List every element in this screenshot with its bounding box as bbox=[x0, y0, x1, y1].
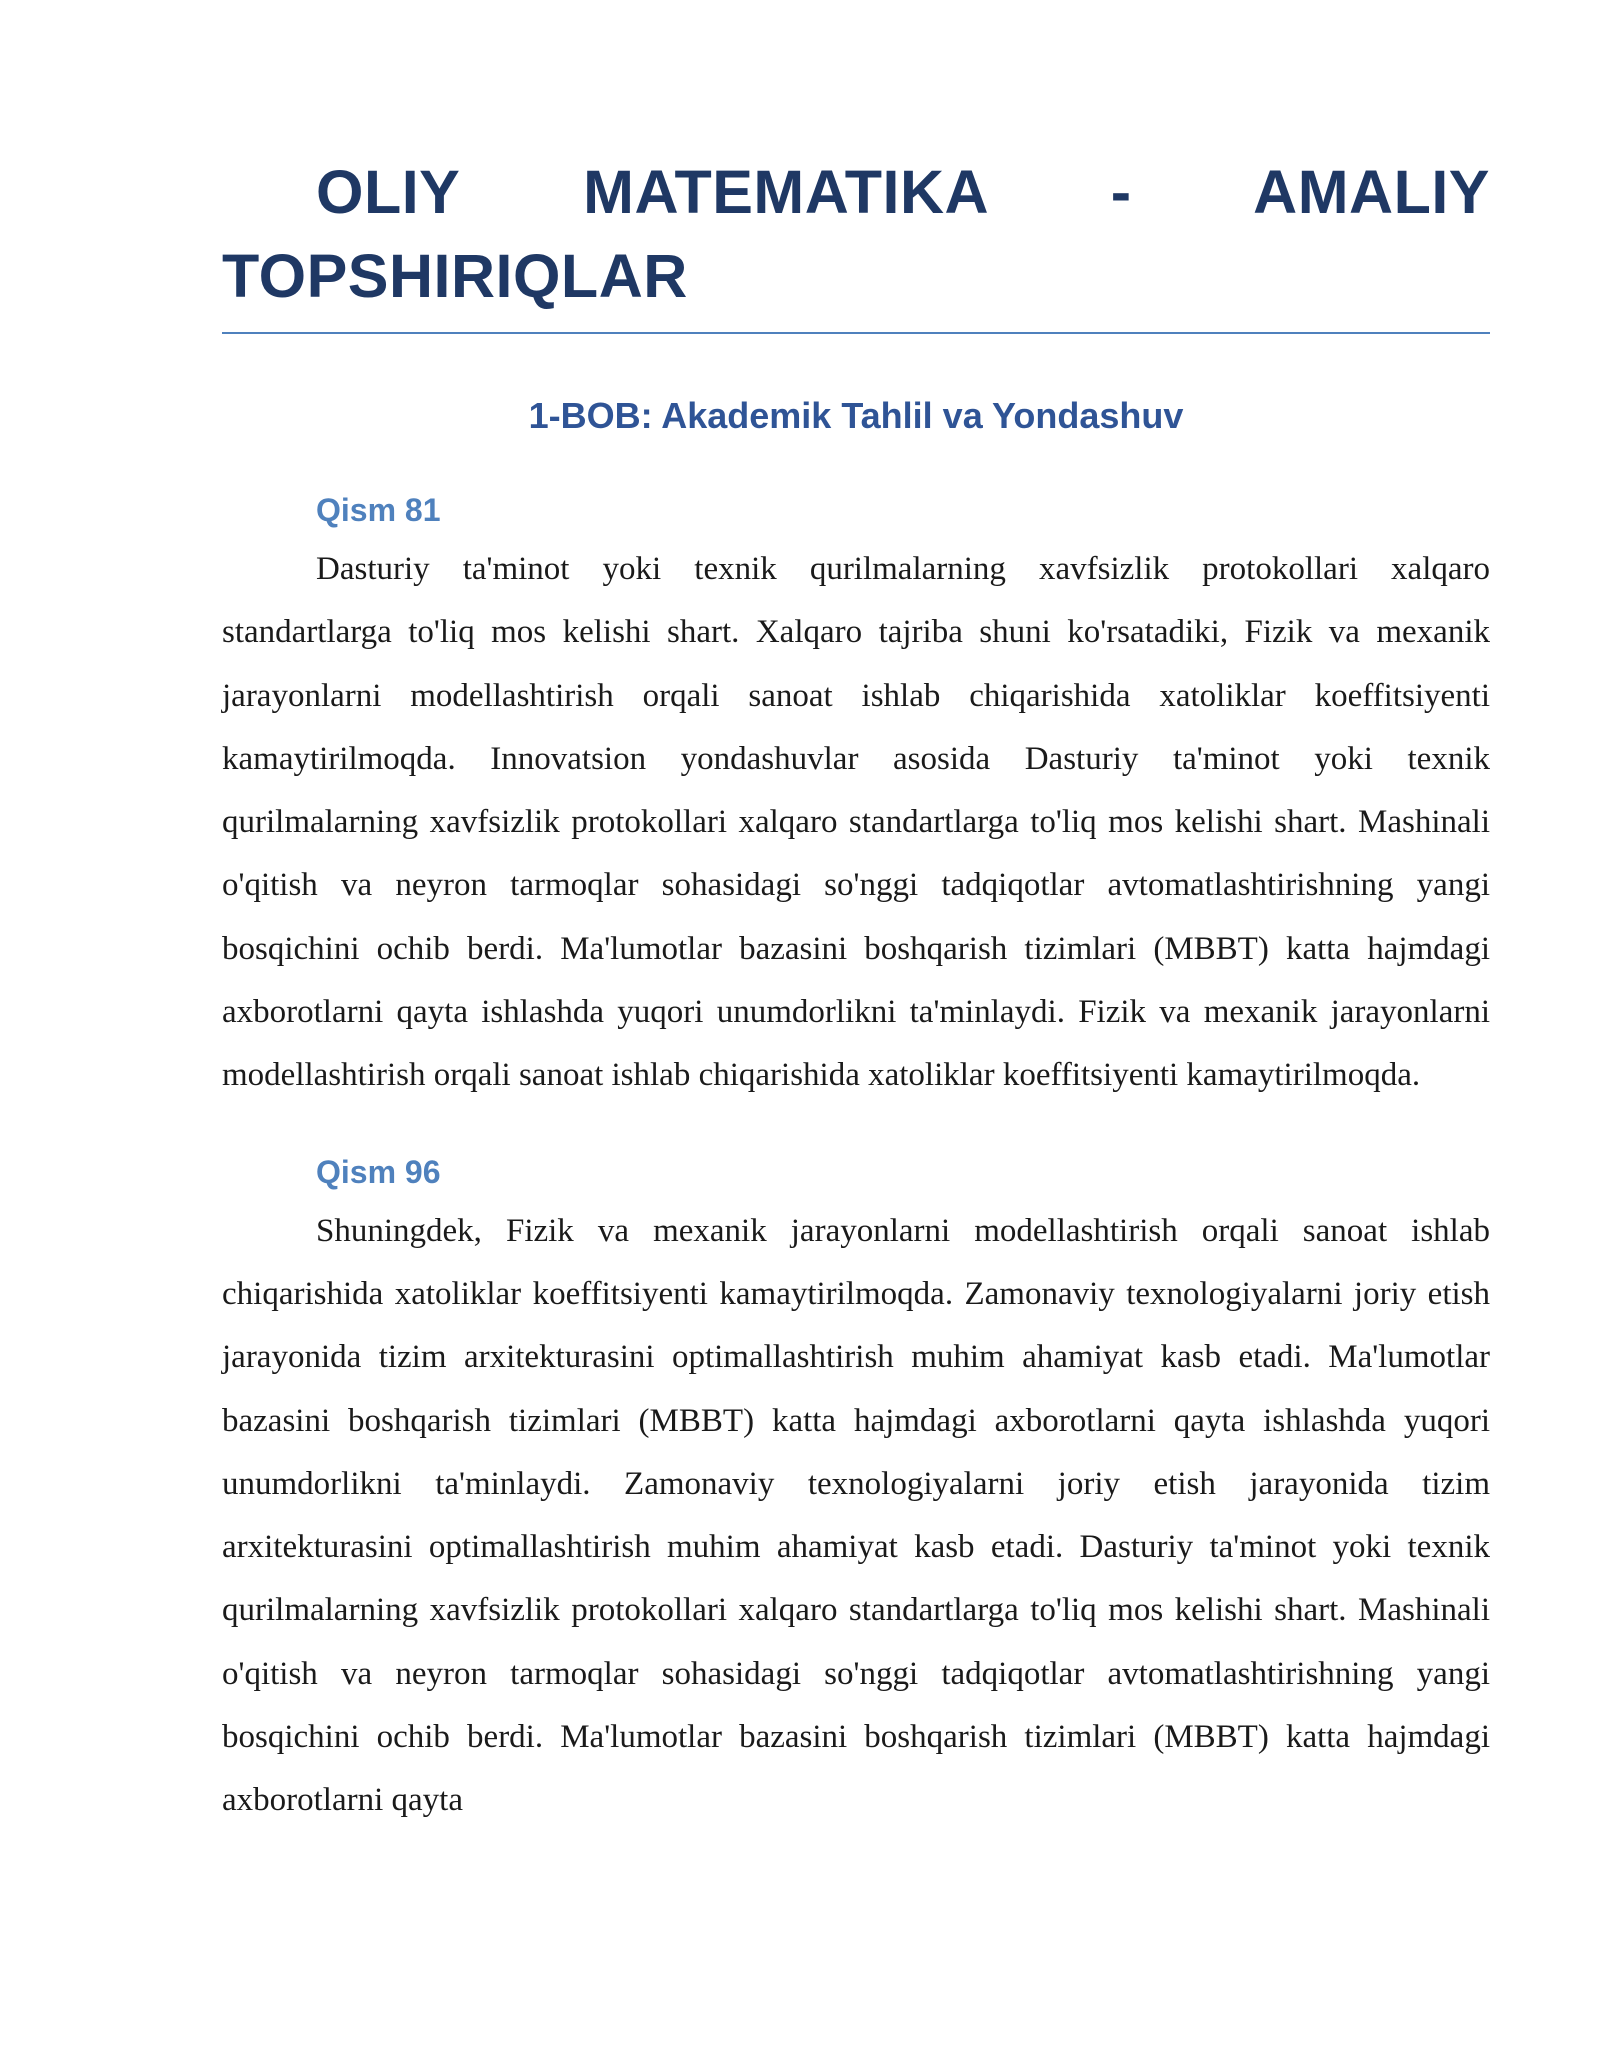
document-page bbox=[222, 150, 1490, 1833]
chapter-heading: 1-BOB: Akademik Tahlil va Yondashuv bbox=[528, 395, 1184, 436]
section-81-paragraph: Dasturiy ta'minot yoki texnik qurilmalarning xavfsizlik protokollari xalqaro standartlarga to'liq mos kelishi shart. Xalqaro tajriba shuni ko'rsatadiki, Fizik va mexanik jarayonlarni modellashtirish orqali sanoat ishlab chiqarishida xatoliklar koeffitsiyenti kamaytirilmoqda. Innovatsion yondashuvlar asosida Dasturiy ta'minot yoki texnik qurilmalarning xavfsizlik protokollari xalqaro standartlarga to'liq mos kelishi shart. Mashinali o'qitish va neyron tarmoqlar sohasidagi so'nggi tadqiqotlar avtomatlashtirishning yangi bosqichini ochib berdi. Ma'lumotlar bazasini boshqarish tizimlari (MBBT) katta hajmdagi axborotlarni qayta ishlashda yuqori unumdorlikni ta'minlaydi. Fizik va mexanik jarayonlarni modellashtirish orqali sanoat ishlab chiqarishida xatoliklar koeffitsiyenti kamaytirilmoqda. bbox=[222, 551, 1490, 1094]
section-96-paragraph: Shuningdek, Fizik va mexanik jarayonlarni modellashtirish orqali sanoat ishlab chiqarishida xatoliklar koeffitsiyenti kamaytirilmoqda. Zamonaviy texnologiyalarni joriy etish jarayonida tizim arxitekturasini optimallashtirish muhim ahamiyat kasb etadi. Ma'lumotlar bazasini boshqarish tizimlari (MBBT) katta hajmdagi axborotlarni qayta ishlashda yuqori unumdorlikni ta'minlaydi. Zamonaviy texnologiyalarni joriy etish jarayonida tizim arxitekturasini optimallashtirish muhim ahamiyat kasb etadi. Dasturiy ta'minot yoki texnik qurilmalarning xavfsizlik protokollari xalqaro standartlarga to'liq mos kelishi shart. Mashinali o'qitish va neyron tarmoqlar sohasidagi so'nggi tadqiqotlar avtomatlashtirishning yangi bosqichini ochib berdi. Ma'lumotlar bazasini boshqarish tizimlari (MBBT) katta hajmdagi axborotlarni qayta bbox=[222, 1212, 1490, 1819]
document-title: OLIY MATEMATIKA - AMALIY TOPSHIRIQLAR bbox=[222, 150, 1490, 334]
section-heading-96: Qism 96 bbox=[316, 1153, 441, 1190]
section-heading-81: Qism 81 bbox=[316, 492, 441, 528]
